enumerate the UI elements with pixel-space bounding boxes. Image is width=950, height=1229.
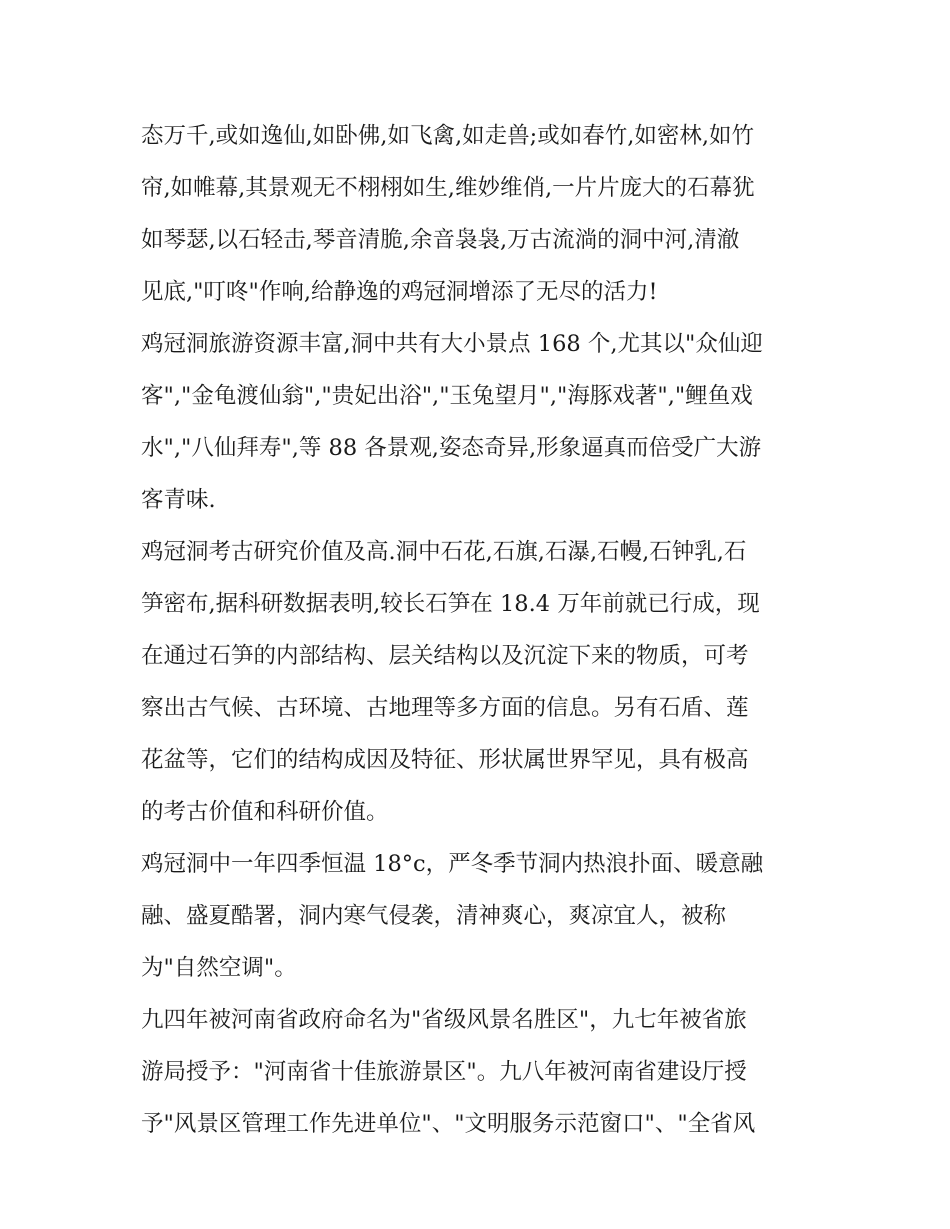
text-line: 水","八仙拜寿",等 88 各景观,姿态奇异,形象逼真而倍受广大游 [141,435,762,461]
text-line: 鸡冠洞旅游资源丰富,洞中共有大小景点 168 个,尤其以"众仙迎 [141,331,763,357]
text-line: 花盆等，它们的结构成因及特征、形状属世界罕见，具有极高 [141,747,749,773]
text-line: 见底,"叮咚"作响,给静逸的鸡冠洞增添了无尽的活力! [141,279,658,305]
text-line: 如琴瑟,以石轻击,琴音清脆,余音袅袅,万古流淌的洞中河,清澈 [141,227,740,253]
paragraph-honors [141,994,813,1150]
paragraph-cave-scenery [141,110,813,318]
document-body [141,110,813,1150]
text-line: 予"风景区管理工作先进单位"、"文明服务示范窗口"、"全省风 [141,1111,756,1137]
text-line: 的考古价值和科研价值。 [141,799,389,825]
text-line: 笋密布,据科研数据表明,较长石笋在 18.4 万年前就已行成，现 [141,591,760,617]
text-line: 客青味. [141,487,216,513]
text-line: 游局授予："河南省十佳旅游景区"。九八年被河南省建设厅授 [141,1059,747,1085]
text-line: 鸡冠洞考古研究价值及高.洞中石花,石旗,石瀑,石幔,石钟乳,石 [141,539,747,565]
text-line: 为"自然空调"。 [141,955,297,981]
text-line: 融、盛夏酷署，洞内寒气侵袭，清神爽心，爽凉宜人，被称 [141,903,727,929]
text-line: 态万千,或如逸仙,如卧佛,如飞禽,如走兽;或如春竹,如密林,如竹 [141,123,754,149]
text-line: 帘,如帷幕,其景观无不栩栩如生,维妙维俏,一片片庞大的石幕犹 [141,175,755,201]
text-line: 客","金龟渡仙翁","贵妃出浴","玉兔望月","海豚戏著","鲤鱼戏 [141,383,753,409]
paragraph-tourism-resources [141,318,813,526]
paragraph-constant-temperature [141,838,813,994]
text-line: 察出古气候、古环境、古地理等多方面的信息。另有石盾、莲 [141,695,749,721]
text-line: 在通过石笋的内部结构、层关结构以及沉淀下来的物质，可考 [141,643,749,669]
paragraph-archaeology-value [141,526,813,838]
text-line: 九四年被河南省政府命名为"省级风景名胜区"，九七年被省旅 [141,1007,747,1033]
text-line: 鸡冠洞中一年四季恒温 18°c，严冬季节洞内热浪扑面、暖意融 [141,851,764,877]
